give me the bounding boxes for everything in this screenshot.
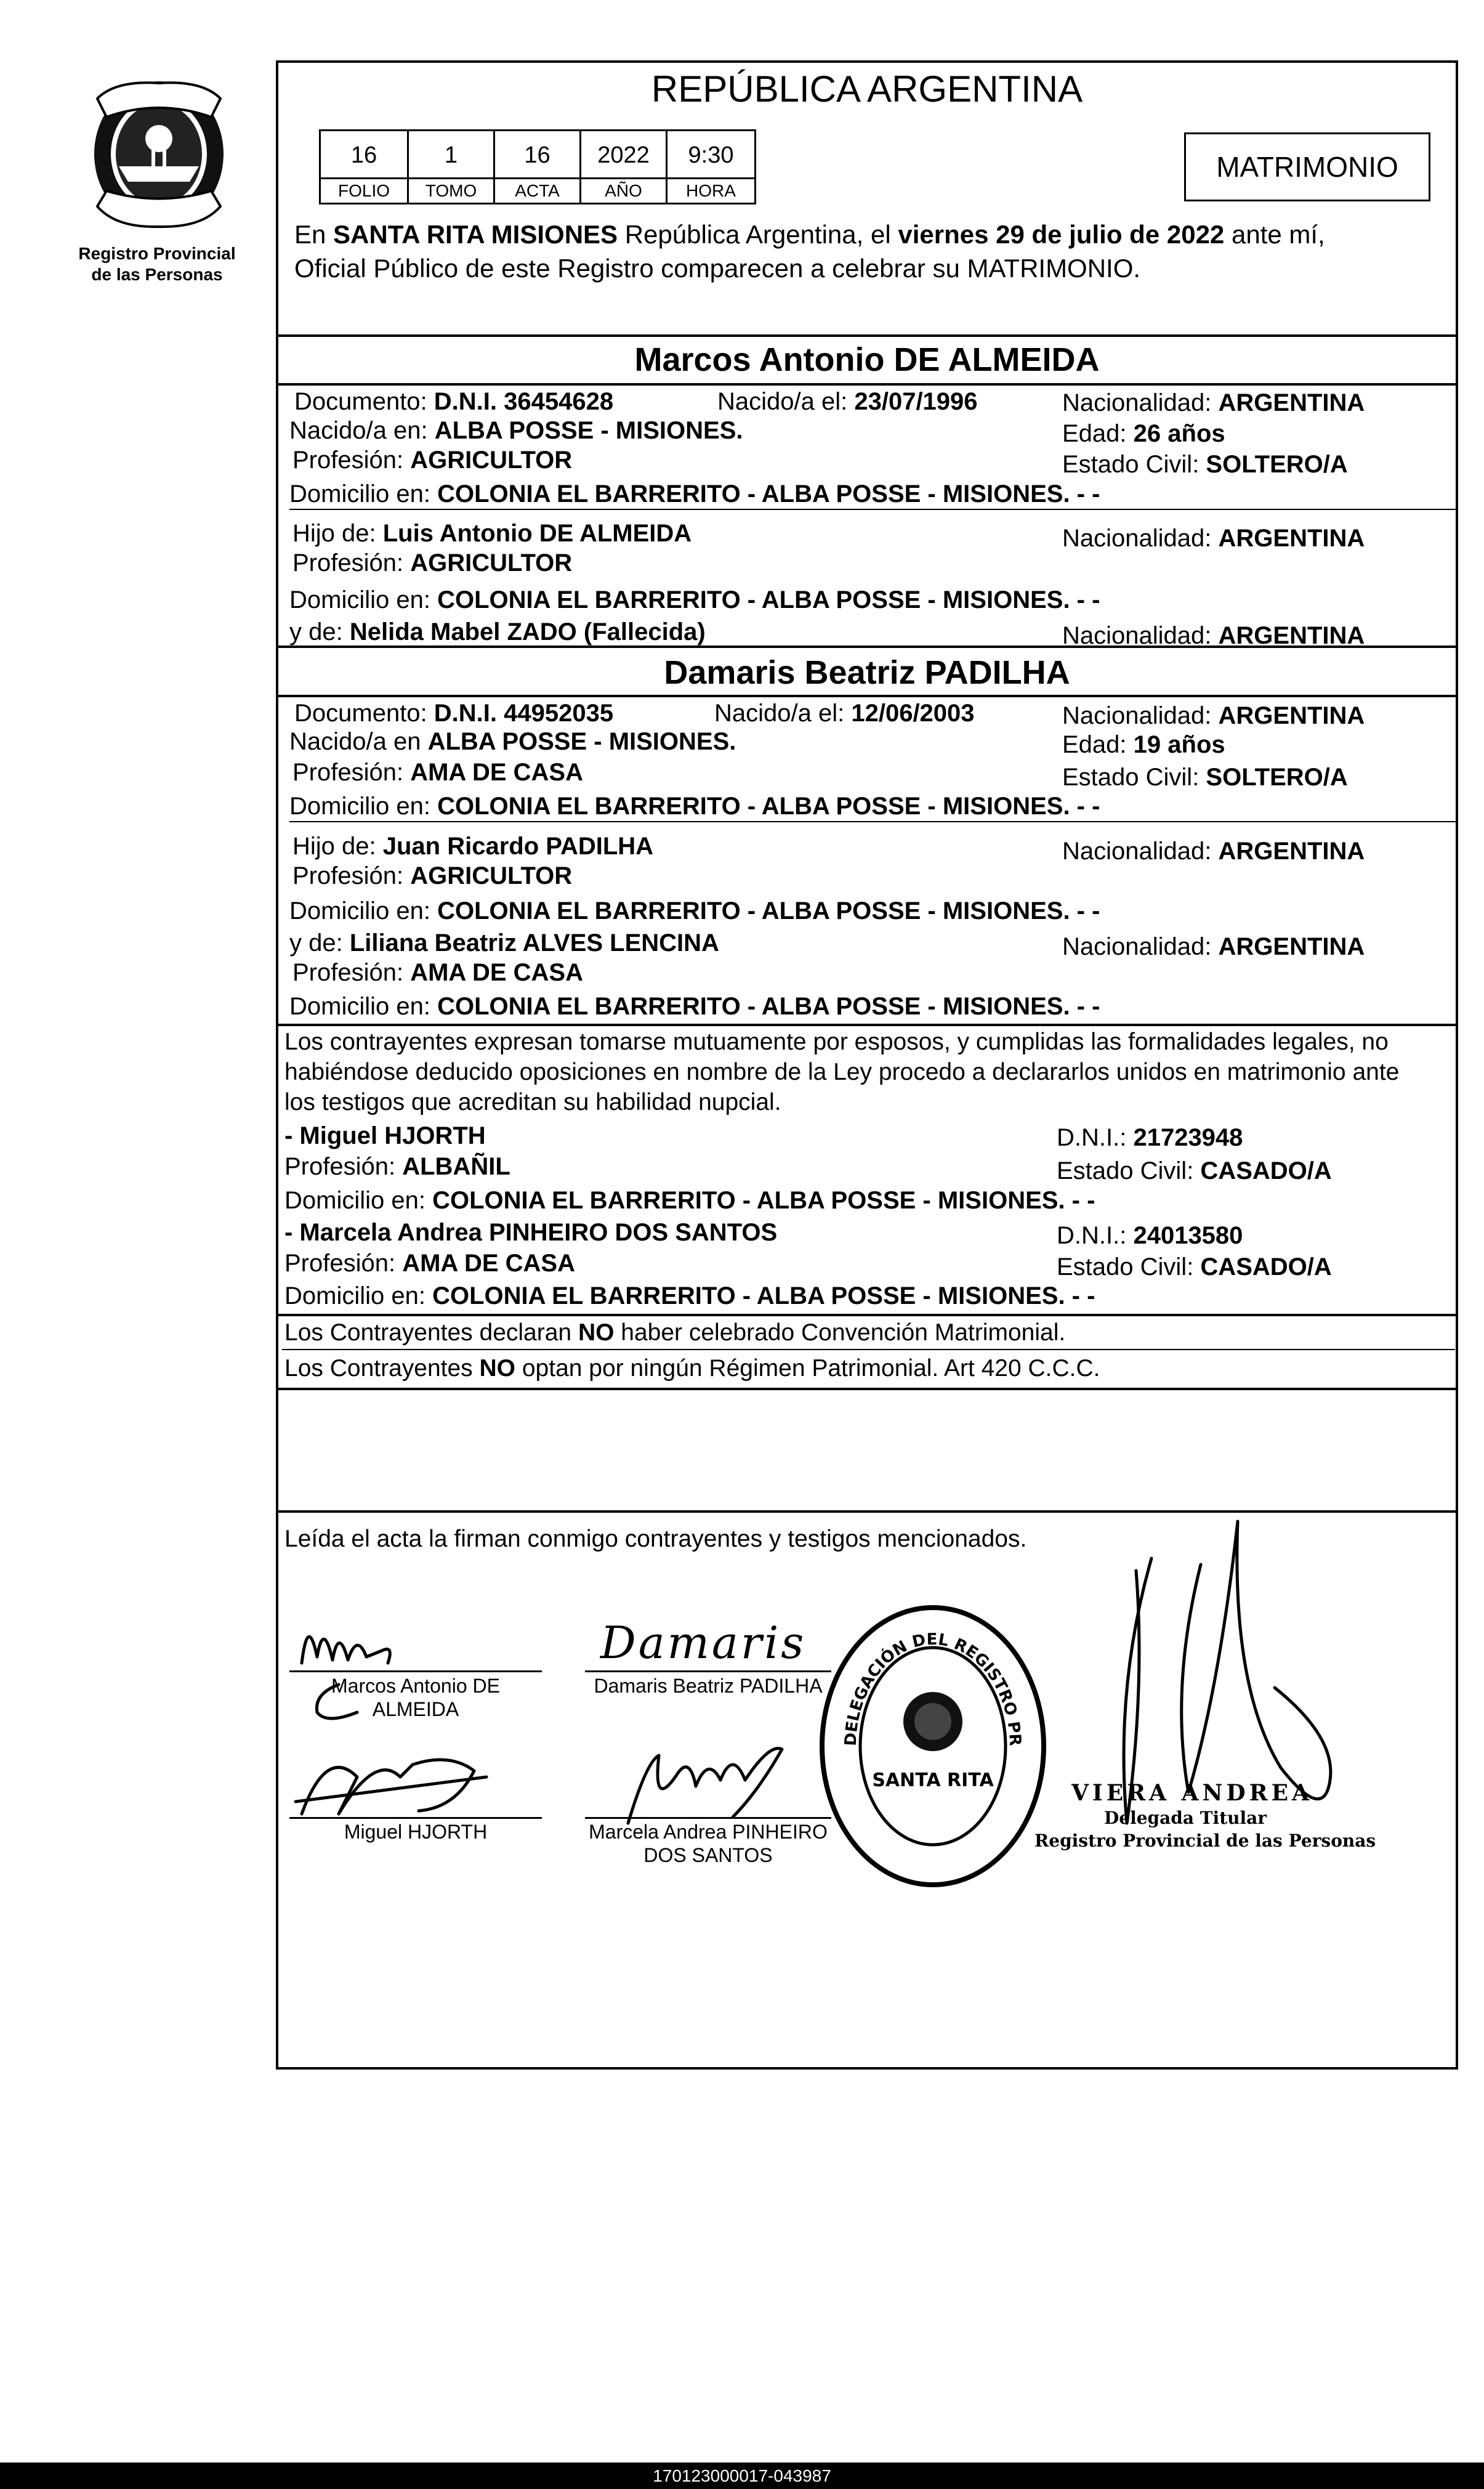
spouse1-padre-profesion: Profesión: AGRICULTOR bbox=[292, 549, 573, 577]
intro-date: viernes 29 de julio de 2022 bbox=[898, 220, 1225, 249]
spouse1-nacionalidad: Nacionalidad: ARGENTINA bbox=[1062, 389, 1365, 416]
spouse1-madre-nacionalidad: Nacionalidad: ARGENTINA bbox=[1062, 622, 1365, 649]
officer-title: Delegada Titular bbox=[1103, 1808, 1267, 1828]
logo-caption bbox=[62, 243, 252, 285]
misiones-crest-icon bbox=[73, 74, 245, 234]
spouse2-domicilio: Domicilio en: COLONIA EL BARRERITO - ALBA POSSE - MISIONES. - - bbox=[289, 793, 1100, 820]
footer-code: 170123000017-043987 bbox=[653, 2466, 831, 2485]
acta-label: ACTA bbox=[493, 179, 579, 203]
divider bbox=[276, 1314, 1458, 1316]
spouse1-estado-civil: Estado Civil: SOLTERO/A bbox=[1062, 451, 1348, 478]
signature-line bbox=[289, 1817, 542, 1819]
spouse1-documento: Documento: D.N.I. 36454628 bbox=[294, 388, 614, 415]
signature-line bbox=[585, 1670, 831, 1672]
witness2-name: - Marcela Andrea PINHEIRO DOS SANTOS bbox=[284, 1219, 778, 1246]
signature-line bbox=[585, 1817, 831, 1819]
declaration-line-3: los testigos que acreditan su habilidad nupcial. bbox=[284, 1089, 781, 1115]
spouse2-madre-profesion: Profesión: AMA DE CASA bbox=[292, 959, 583, 986]
spouse1-padre: Hijo de: Luis Antonio DE ALMEIDA bbox=[292, 520, 692, 547]
convention-line-2: Los Contrayentes NO optan por ningún Régimen Patrimonial. Art 420 C.C.C. bbox=[284, 1355, 1100, 1382]
act-type-box bbox=[1184, 132, 1430, 201]
footer-bar bbox=[0, 2463, 1484, 2489]
acta-value: 16 bbox=[493, 131, 579, 179]
divider bbox=[276, 695, 1458, 697]
spouse2-profesion: Profesión: AMA DE CASA bbox=[292, 759, 583, 786]
officer-registry: Registro Provincial de las Personas bbox=[1034, 1831, 1376, 1851]
intro-place: SANTA RITA MISIONES bbox=[333, 220, 618, 249]
signature-marcela-label: Marcela Andrea PINHEIRO DOS SANTOS bbox=[589, 1821, 828, 1866]
hora-label: HORA bbox=[666, 179, 754, 203]
witness1-dni: D.N.I.: 21723948 bbox=[1057, 1124, 1243, 1151]
province-logo bbox=[73, 74, 245, 234]
intro-line-2: Oficial Público de este Registro comparecen a celebrar su MATRIMONIO. bbox=[294, 254, 1141, 283]
spouse2-estado-civil: Estado Civil: SOLTERO/A bbox=[1062, 764, 1348, 791]
divider bbox=[276, 383, 1458, 386]
spouse2-padre-nacionalidad: Nacionalidad: ARGENTINA bbox=[1062, 838, 1365, 865]
closing-text: Leída el acta la firman conmigo contrayentes y testigos mencionados. bbox=[284, 1526, 1027, 1552]
divider bbox=[276, 1388, 1458, 1390]
witness2-dni: D.N.I.: 24013580 bbox=[1057, 1222, 1243, 1249]
intro-line-1: En SANTA RITA MISIONES República Argentina, el viernes 29 de julio de 2022 ante mí, bbox=[294, 220, 1325, 249]
spouse2-madre: y de: Liliana Beatriz ALVES LENCINA bbox=[289, 929, 719, 957]
folio-label: FOLIO bbox=[337, 181, 390, 200]
folio-grid bbox=[319, 129, 756, 204]
spouse2-padre-domicilio: Domicilio en: COLONIA EL BARRERITO - ALBA POSSE - MISIONES. - - bbox=[289, 897, 1100, 925]
spouse2-padre: Hijo de: Juan Ricardo PADILHA bbox=[292, 833, 654, 860]
folio-value: 16 bbox=[350, 142, 377, 168]
spouse1-nacido-en: Nacido/a en: ALBA POSSE - MISIONES. bbox=[289, 417, 743, 444]
spouse2-nacido-el: Nacido/a el: 12/06/2003 bbox=[714, 700, 975, 727]
declaration-line-2: habiéndose deducido oposiciones en nombre de la Ley procedo a declararlos unidos en matrimonio ante bbox=[284, 1059, 1400, 1085]
spouse1-madre: y de: Nelida Mabel ZADO (Fallecida) bbox=[289, 618, 706, 646]
witness2-domicilio: Domicilio en: COLONIA EL BARRERITO - ALBA POSSE - MISIONES. - - bbox=[284, 1282, 1095, 1309]
spouse2-padre-profesion: Profesión: AGRICULTOR bbox=[292, 862, 573, 889]
declaration-line-1: Los contrayentes expresan tomarse mutuamente por esposos, y cumplidas las formalidades legales, no bbox=[284, 1029, 1389, 1055]
act-type-label: MATRIMONIO bbox=[1216, 151, 1398, 183]
official-seal bbox=[813, 1601, 1053, 1891]
spouse1-name: Marcos Antonio DE ALMEIDA bbox=[634, 341, 1100, 378]
anio-value: 2022 bbox=[579, 131, 666, 179]
spouse1-domicilio: Domicilio en: COLONIA EL BARRERITO - ALBA POSSE - MISIONES. - - bbox=[289, 480, 1100, 508]
signature-damaris-label: Damaris Beatriz PADILHA bbox=[594, 1675, 823, 1697]
signature-damaris: Damaris bbox=[600, 1617, 807, 1669]
anio-label: AÑO bbox=[579, 179, 666, 203]
witness1-estado-civil: Estado Civil: CASADO/A bbox=[1057, 1157, 1332, 1184]
signature-marcos-label: Marcos Antonio DE ALMEIDA bbox=[331, 1675, 500, 1720]
underline bbox=[289, 821, 1456, 822]
underline bbox=[282, 1349, 1455, 1350]
spouse1-padre-domicilio: Domicilio en: COLONIA EL BARRERITO - ALBA POSSE - MISIONES. - - bbox=[289, 586, 1100, 613]
seal-center-text: SANTA RITA bbox=[872, 1770, 994, 1791]
tomo-label: TOMO bbox=[407, 179, 493, 203]
divider bbox=[276, 334, 1458, 337]
witness1-domicilio: Domicilio en: COLONIA EL BARRERITO - ALBA POSSE - MISIONES. - - bbox=[284, 1187, 1095, 1214]
document-title: REPÚBLICA ARGENTINA bbox=[651, 68, 1083, 110]
officer-name: VIERA ANDREA bbox=[1071, 1780, 1313, 1806]
seal-ring-text: DELEGACIÓN DEL REGISTRO PR bbox=[841, 1630, 1025, 1747]
convention-line-1: Los Contrayentes declaran NO haber celebrado Convención Matrimonial. bbox=[284, 1319, 1066, 1346]
spouse2-madre-nacionalidad: Nacionalidad: ARGENTINA bbox=[1062, 933, 1365, 960]
witness1-profesion: Profesión: ALBAÑIL bbox=[284, 1153, 510, 1180]
spouse1-edad: Edad: 26 años bbox=[1062, 420, 1225, 447]
witness2-estado-civil: Estado Civil: CASADO/A bbox=[1057, 1253, 1332, 1281]
underline bbox=[289, 509, 1456, 510]
spouse2-nacido-en: Nacido/a en ALBA POSSE - MISIONES. bbox=[289, 728, 736, 755]
spouse2-madre-domicilio: Domicilio en: COLONIA EL BARRERITO - ALBA POSSE - MISIONES. - - bbox=[289, 993, 1100, 1020]
spouse1-nacido-el: Nacido/a el: 23/07/1996 bbox=[717, 388, 978, 415]
signature-line bbox=[289, 1670, 542, 1672]
spouse1-profesion: Profesión: AGRICULTOR bbox=[292, 447, 573, 474]
spouse2-documento: Documento: D.N.I. 44952035 bbox=[294, 700, 614, 727]
spouse2-nacionalidad: Nacionalidad: ARGENTINA bbox=[1062, 702, 1365, 729]
witness1-name: - Miguel HJORTH bbox=[284, 1122, 486, 1149]
registry-line-1: Registro Provincial bbox=[78, 244, 236, 263]
witness2-profesion: Profesión: AMA DE CASA bbox=[284, 1250, 575, 1277]
spouse2-edad: Edad: 19 años bbox=[1062, 731, 1225, 758]
spouse1-padre-nacionalidad: Nacionalidad: ARGENTINA bbox=[1062, 525, 1365, 552]
registry-line-2: de las Personas bbox=[91, 265, 223, 284]
spouse2-name: Damaris Beatriz PADILHA bbox=[664, 654, 1070, 691]
tomo-value: 1 bbox=[407, 131, 493, 179]
signature-miguel-label: Miguel HJORTH bbox=[344, 1821, 488, 1843]
divider bbox=[276, 1024, 1458, 1026]
hora-value: 9:30 bbox=[666, 131, 754, 179]
